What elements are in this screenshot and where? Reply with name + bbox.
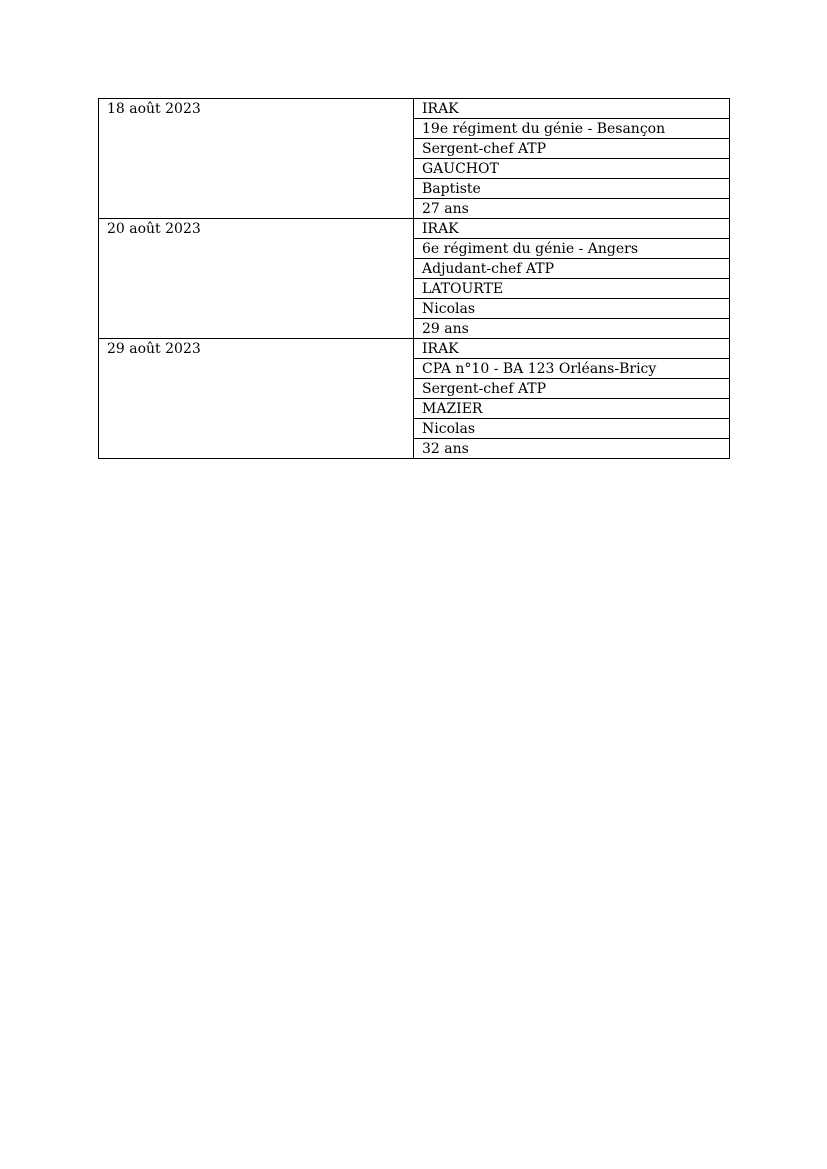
date-cell: 18 août 2023: [99, 99, 414, 219]
first-name-cell: Nicolas: [414, 299, 730, 319]
records-table-body: [99, 99, 730, 459]
table-row: [99, 339, 730, 359]
rank-cell: Sergent-chef ATP: [414, 139, 730, 159]
country-cell: IRAK: [414, 99, 730, 119]
first-name-cell: Nicolas: [414, 419, 730, 439]
unit-cell: CPA n°10 - BA 123 Orléans-Bricy: [414, 359, 730, 379]
first-name-cell: Baptiste: [414, 179, 730, 199]
rank-cell: Adjudant-chef ATP: [414, 259, 730, 279]
age-cell: 29 ans: [414, 319, 730, 339]
surname-cell: LATOURTE: [414, 279, 730, 299]
age-cell: 27 ans: [414, 199, 730, 219]
unit-cell: 19e régiment du génie - Besançon: [414, 119, 730, 139]
surname-cell: GAUCHOT: [414, 159, 730, 179]
age-cell: 32 ans: [414, 439, 730, 459]
surname-cell: MAZIER: [414, 399, 730, 419]
country-cell: IRAK: [414, 339, 730, 359]
table-row: [99, 99, 730, 119]
rank-cell: Sergent-chef ATP: [414, 379, 730, 399]
unit-cell: 6e régiment du génie - Angers: [414, 239, 730, 259]
table-row: [99, 219, 730, 239]
country-cell: IRAK: [414, 219, 730, 239]
date-cell: 20 août 2023: [99, 219, 414, 339]
date-cell: 29 août 2023: [99, 339, 414, 459]
records-table: [98, 98, 730, 459]
